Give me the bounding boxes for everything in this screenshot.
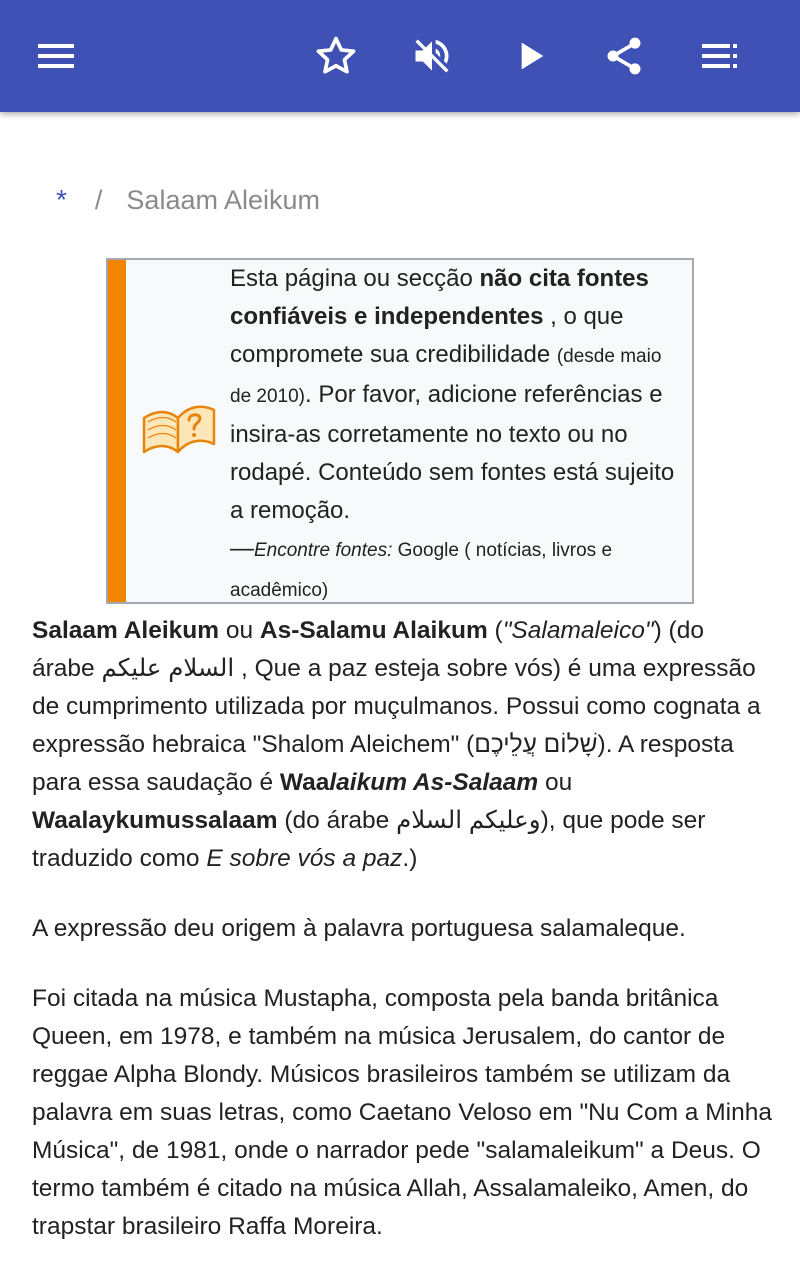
text-run: ou	[219, 617, 260, 644]
notice-find-sources-label: Encontre fontes:	[254, 540, 393, 561]
bookmark-button[interactable]	[308, 28, 364, 84]
notice-text-5: . Por favor, adicione referências e insira-as corretamente no texto ou no rodapé. Conteúdo sem fontes está sujeito a remoção.	[230, 381, 675, 524]
notice-find-sources-links[interactable]: Google ( notícias, livros e acadêmico)	[230, 540, 613, 601]
text-run: ou	[538, 769, 573, 796]
term-salamaleico: "Salamaleico"	[502, 617, 654, 644]
mute-button[interactable]	[404, 28, 460, 84]
breadcrumb-home-link[interactable]: *	[56, 184, 67, 215]
term-as-salamu-alaikum: As-Salamu Alaikum	[259, 617, 488, 644]
text-run: .)	[402, 845, 418, 872]
term-waalaykumussalaam: Waalaykumussalaam	[32, 807, 278, 834]
article-paragraph-2: A expressão deu origem à palavra portuguesa salamaleque.	[32, 915, 686, 942]
notice-text-3: , o que compromete sua credibilidade	[230, 303, 624, 368]
article-paragraph-1	[32, 612, 772, 878]
notice-accent-stripe	[108, 260, 126, 602]
star-icon	[314, 34, 358, 78]
text-run: ) (do árabe	[32, 617, 704, 682]
arabic-greeting: السلام عليكم	[101, 655, 235, 682]
share-icon	[602, 34, 646, 78]
hebrew-greeting: שָׁלוֹם עֲלֵיכֶם	[474, 731, 598, 758]
menu-icon	[36, 36, 76, 76]
app-bar	[0, 0, 800, 112]
menu-button[interactable]	[28, 28, 84, 84]
notice-text-bold: não cita fontes confiáveis e independentes	[230, 265, 649, 330]
term-laikum-as-salaam: laikum As-Salaam	[329, 769, 539, 796]
breadcrumb	[56, 180, 320, 220]
volume-mute-icon	[410, 34, 454, 78]
term-waa: Waa	[279, 769, 330, 796]
notice-date: (desde maio de 2010)	[230, 346, 662, 407]
question-book-icon	[138, 396, 218, 460]
play-icon	[510, 36, 550, 76]
term-translation: E sobre vós a paz	[206, 845, 403, 872]
text-run: ). A resposta para essa saudação é	[32, 731, 734, 796]
unsourced-notice-box	[106, 258, 694, 604]
article-content	[32, 612, 772, 1278]
notice-text-1: Esta página ou secção	[230, 265, 480, 292]
text-run: , Que a paz esteja sobre vós) é uma expressão de cumprimento utilizada por muçulmanos. Possui como cognata a expressão hebraica "Shalom Aleichem" (	[32, 655, 761, 758]
breadcrumb-separator: /	[94, 184, 103, 215]
arabic-response: وعليكم السلام	[396, 807, 541, 834]
text-run: (do árabe	[277, 807, 397, 834]
term-salaam-aleikum: Salaam Aleikum	[32, 617, 220, 644]
table-of-contents-button[interactable]	[692, 28, 748, 84]
text-run: (	[487, 617, 503, 644]
breadcrumb-current: Salaam Aleikum	[126, 184, 321, 215]
notice-dash: —	[230, 535, 254, 562]
share-button[interactable]	[596, 28, 652, 84]
article-paragraph-3: Foi citada na música Mustapha, composta pela banda britânica Queen, em 1978, e também na música Jerusalem, do cantor de reggae Alpha Blondy. Músicos brasileiros também se utilizam da palavra em suas letras, como Caetano Veloso em "Nu Com a Minha Música", de 1981, onde o narrador pede "salamaleikum" a Deus. O termo também é citado na música Allah, Assalamaleiko, Amen, do trapstar brasileiro Raffa Moreira.	[32, 985, 772, 1240]
play-button[interactable]	[502, 28, 558, 84]
toc-icon	[700, 36, 740, 76]
notice-text	[230, 260, 686, 610]
text-run: ), que pode ser traduzido como	[32, 807, 706, 872]
